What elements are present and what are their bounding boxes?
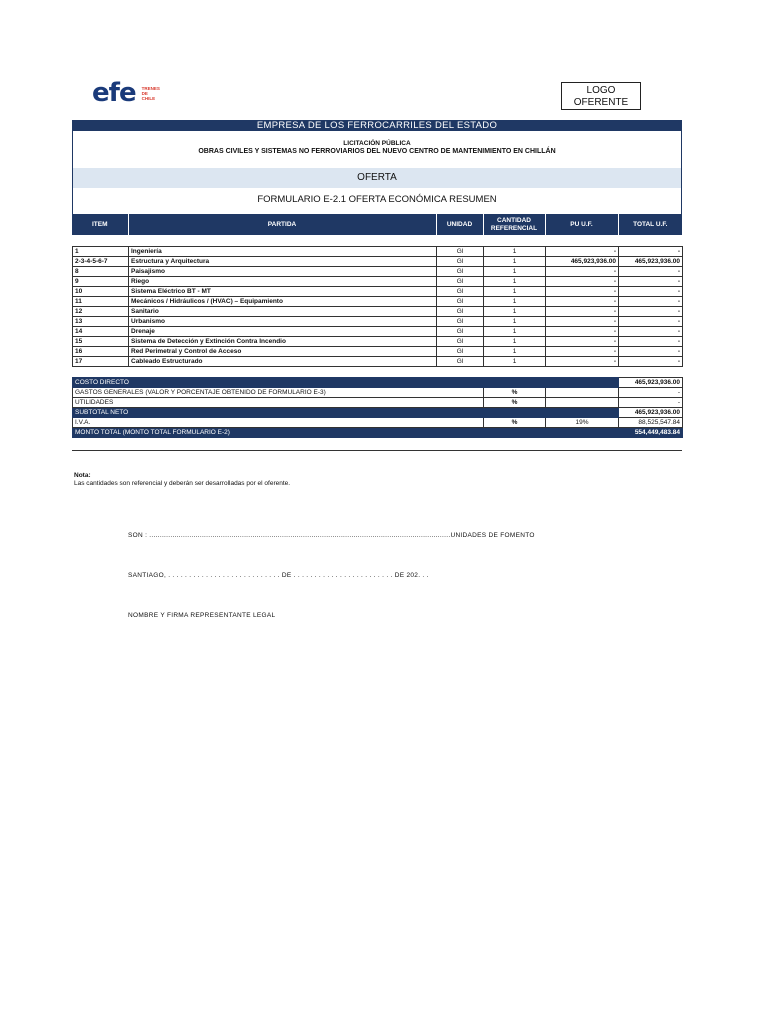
table-row <box>73 287 683 297</box>
project-header <box>72 131 682 168</box>
row-item: 15 <box>73 337 129 347</box>
table-row <box>73 247 683 257</box>
table-row <box>73 307 683 317</box>
row-cantidad: 1 <box>484 287 546 297</box>
subtotal-label: SUBTOTAL NETO <box>73 408 619 418</box>
monto-total-value: 554,449,483.84 <box>619 428 683 438</box>
row-total: 465,923,936.00 <box>619 257 683 267</box>
row-unidad: Gl <box>437 277 484 287</box>
row-unidad: Gl <box>437 257 484 267</box>
summary-table <box>72 377 683 438</box>
row-cantidad: 1 <box>484 357 546 367</box>
table-row <box>73 267 683 277</box>
oferta-band: OFERTA <box>72 168 682 188</box>
row-partida: Sistema Eléctrico BT - MT <box>129 287 437 297</box>
iva-row <box>73 418 683 428</box>
row-total: - <box>619 317 683 327</box>
row-item: 14 <box>73 327 129 337</box>
utilidades-total: - <box>619 398 683 408</box>
utilidades-pct <box>546 398 619 408</box>
row-pu: - <box>546 307 619 317</box>
santiago-date-line: SANTIAGO, . . . . . . . . . . . . . . . . . . . . . . . . . . . DE . . . . . . . . . . . . . . . . . . . . . . . . DE 202. . . <box>128 572 429 579</box>
row-cantidad: 1 <box>484 347 546 357</box>
row-unidad: Gl <box>437 247 484 257</box>
row-pu: - <box>546 287 619 297</box>
row-unidad: Gl <box>437 307 484 317</box>
gastos-pct <box>546 388 619 398</box>
divider <box>72 450 682 451</box>
row-cantidad: 1 <box>484 267 546 277</box>
logo-wordmark: efe <box>92 78 136 108</box>
costo-directo-total: 465,923,936.00 <box>619 378 683 388</box>
row-total: - <box>619 277 683 287</box>
row-cantidad: 1 <box>484 327 546 337</box>
signature-label: NOMBRE Y FIRMA REPRESENTANTE LEGAL <box>128 612 276 619</box>
table-row <box>73 357 683 367</box>
row-total: - <box>619 347 683 357</box>
row-total: - <box>619 297 683 307</box>
monto-total-row <box>73 428 683 438</box>
row-partida: Paisajismo <box>129 267 437 277</box>
row-cantidad: 1 <box>484 317 546 327</box>
col-pu: PU U.F. <box>545 214 618 235</box>
row-total: - <box>619 307 683 317</box>
row-cantidad: 1 <box>484 337 546 347</box>
col-cantidad: CANTIDAD REFERENCIAL <box>483 214 545 235</box>
company-banner: EMPRESA DE LOS FERROCARRILES DEL ESTADO <box>72 120 682 131</box>
subtotal-total: 465,923,936.00 <box>619 408 683 418</box>
row-cantidad: 1 <box>484 297 546 307</box>
costo-directo-row <box>73 378 683 388</box>
row-item: 1 <box>73 247 129 257</box>
row-partida: Riego <box>129 277 437 287</box>
efe-logo <box>92 78 160 108</box>
table-row <box>73 277 683 287</box>
costo-directo-label: COSTO DIRECTO <box>73 378 619 388</box>
form-title: FORMULARIO E-2.1 OFERTA ECONÓMICA RESUMEN <box>72 188 682 214</box>
row-item: 2-3-4-5-6-7 <box>73 257 129 267</box>
row-item: 11 <box>73 297 129 307</box>
row-partida: Cableado Estructurado <box>129 357 437 367</box>
row-unidad: Gl <box>437 317 484 327</box>
row-pu: - <box>546 347 619 357</box>
row-total: - <box>619 357 683 367</box>
gastos-unit: % <box>484 388 546 398</box>
row-pu: - <box>546 337 619 347</box>
iva-label: I.V.A. <box>73 418 484 428</box>
row-cantidad: 1 <box>484 307 546 317</box>
row-total: - <box>619 247 683 257</box>
table-row <box>73 257 683 267</box>
table-row <box>73 337 683 347</box>
table-row <box>73 317 683 327</box>
row-partida: Mecánicos / Hidráulicos / (HVAC) – Equipamiento <box>129 297 437 307</box>
son-line: SON : ...............................................................................................................................................UNIDADES DE FOMENTO <box>128 532 535 539</box>
logo-tagline: TRENES DE CHILE <box>141 85 160 101</box>
column-header-table <box>72 214 682 235</box>
row-cantidad: 1 <box>484 257 546 267</box>
row-pu: - <box>546 297 619 307</box>
row-item: 10 <box>73 287 129 297</box>
row-item: 9 <box>73 277 129 287</box>
row-partida: Ingeniería <box>129 247 437 257</box>
note-title: Nota: <box>74 472 91 479</box>
row-unidad: Gl <box>437 267 484 277</box>
utilidades-unit: % <box>484 398 546 408</box>
monto-total-label: MONTO TOTAL (MONTO TOTAL FORMULARIO E-2) <box>73 428 619 438</box>
gastos-label: GASTOS GENERALES (VALOR Y PORCENTAJE OBTENIDO DE FORMULARIO E-3) <box>73 388 484 398</box>
gastos-row <box>73 388 683 398</box>
row-item: 8 <box>73 267 129 277</box>
table-row <box>73 327 683 337</box>
row-pu: - <box>546 317 619 327</box>
row-partida: Sanitario <box>129 307 437 317</box>
note-text: Las cantidades son referencial y deberán ser desarrolladas por el oferente. <box>74 480 291 487</box>
table-row <box>73 347 683 357</box>
row-pu: - <box>546 277 619 287</box>
col-total: TOTAL U.F. <box>618 214 682 235</box>
row-partida: Red Perimetral y Control de Acceso <box>129 347 437 357</box>
bidder-logo-placeholder: LOGO OFERENTE <box>561 82 641 110</box>
row-total: - <box>619 327 683 337</box>
row-unidad: Gl <box>437 287 484 297</box>
row-cantidad: 1 <box>484 247 546 257</box>
row-pu: - <box>546 247 619 257</box>
row-unidad: Gl <box>437 357 484 367</box>
note-block <box>74 472 290 488</box>
row-item: 16 <box>73 347 129 357</box>
row-item: 12 <box>73 307 129 317</box>
col-unidad: UNIDAD <box>436 214 483 235</box>
row-total: - <box>619 267 683 277</box>
row-partida: Sistema de Detección y Extinción Contra Incendio <box>129 337 437 347</box>
col-item: ITEM <box>72 214 128 235</box>
row-pu: - <box>546 267 619 277</box>
row-cantidad: 1 <box>484 277 546 287</box>
items-table <box>72 246 683 367</box>
row-unidad: Gl <box>437 337 484 347</box>
row-unidad: Gl <box>437 347 484 357</box>
row-total: - <box>619 337 683 347</box>
subtotal-row <box>73 408 683 418</box>
utilidades-label: UTILIDADES <box>73 398 484 408</box>
row-partida: Urbanismo <box>129 317 437 327</box>
row-unidad: Gl <box>437 297 484 307</box>
col-partida: PARTIDA <box>128 214 436 235</box>
row-unidad: Gl <box>437 327 484 337</box>
row-pu: 465,923,936.00 <box>546 257 619 267</box>
row-total: - <box>619 287 683 297</box>
row-partida: Drenaje <box>129 327 437 337</box>
tender-type: LICITACIÓN PÚBLICA <box>343 140 411 147</box>
row-partida: Estructura y Arquitectura <box>129 257 437 267</box>
row-item: 17 <box>73 357 129 367</box>
table-row <box>73 297 683 307</box>
project-title: OBRAS CIVILES Y SISTEMAS NO FERROVIARIOS DEL NUEVO CENTRO DE MANTENIMIENTO EN CHILLÁN <box>198 148 556 155</box>
gastos-total: - <box>619 388 683 398</box>
iva-pct: 19% <box>546 418 619 428</box>
iva-unit: % <box>484 418 546 428</box>
iva-total: 88,525,547.84 <box>619 418 683 428</box>
utilidades-row <box>73 398 683 408</box>
row-item: 13 <box>73 317 129 327</box>
row-pu: - <box>546 357 619 367</box>
row-pu: - <box>546 327 619 337</box>
